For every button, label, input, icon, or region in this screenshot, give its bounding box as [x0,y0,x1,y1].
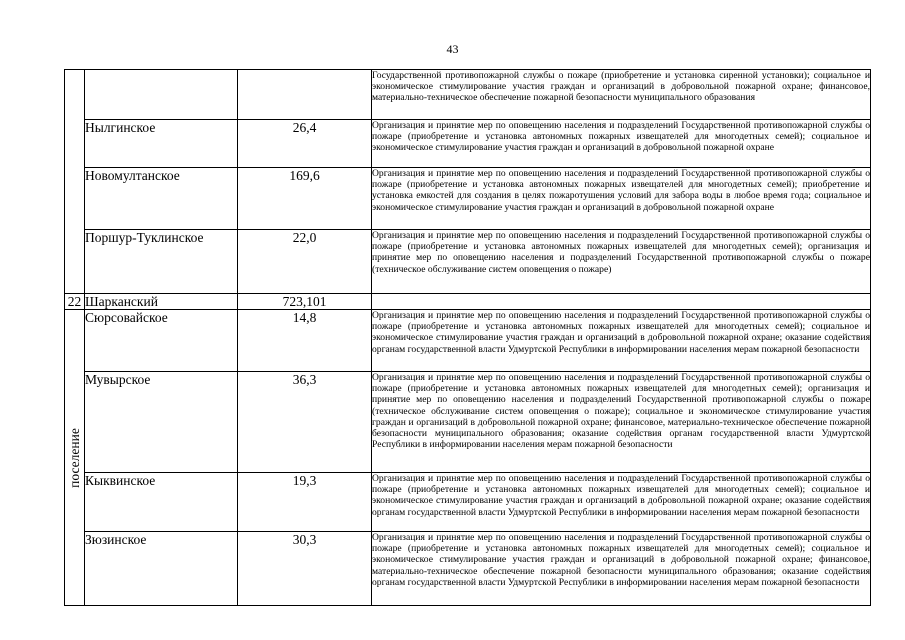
table-row [65,70,871,120]
table-row [65,372,871,473]
settlement-value: 22,0 [238,230,372,294]
group-label: поселение [66,427,82,488]
rotated-label-cell [65,70,85,294]
settlement-name: Зюзинское [85,532,238,606]
district-name: Шарканский [85,294,238,310]
district-value: 723,101 [238,294,372,310]
settlement-value: 26,4 [238,120,372,168]
settlement-description: Организация и принятие мер по оповещению населения и подразделений Государственной противопожарной службы о пожаре (приобретение и установка автономных пожарных извещателей для многодетных семей); социальное и экономическое стимулирование участия граждан и организаций в добровольной пожарной охране; оказание содействия органам государственной власти Удмуртской Республики в информировании населения мерам пожарной безопасности [372,310,871,372]
settlement-name: Нылгинское [85,120,238,168]
group-label-cell [65,310,85,606]
table-row [65,532,871,606]
settlement-value: 36,3 [238,372,372,473]
settlement-value: 30,3 [238,532,372,606]
settlement-value [238,70,372,120]
district-description [372,294,871,310]
district-row [65,294,871,310]
settlement-value: 19,3 [238,473,372,532]
settlement-name: Новомултанское [85,168,238,230]
table-row [65,473,871,532]
settlement-description: Организация и принятие мер по оповещению населения и подразделений Государственной противопожарной службы о пожаре (приобретение и установка автономных пожарных извещателей для многодетных семей); социальное и экономическое стимулирование участия граждан и организаций в добровольной пожарной охране; оказание содействия органам государственной власти Удмуртской Республики в информировании населения мерам пожарной безопасности [372,473,871,532]
settlement-name: Кыквинское [85,473,238,532]
settlements-table [64,69,871,606]
settlement-name: Сюрсовайское [85,310,238,372]
settlement-name: Мувырское [85,372,238,473]
settlement-name [85,70,238,120]
table-row [65,120,871,168]
settlement-description: Организация и принятие мер по оповещению населения и подразделений Государственной противопожарной службы о пожаре (приобретение и установка автономных пожарных извещателей для многодетных семей); организация и принятие мер по оповещению населения и подразделений Государственной противопожарной службы о пожаре (техническое обслуживание систем оповещения о пожаре); социальное и экономическое стимулирование участия граждан и организаций в добровольной пожарной охране; финансовое, материально-техническое обеспечение пожарной безопасности муниципального образования; оказание содействия органам государственной власти Удмуртской Республики в информировании населения мерам пожарной безопасности [372,372,871,473]
settlement-description: Государственной противопожарной службы о пожаре (приобретение и установка сиренной установки); социальное и экономическое стимулирование участия граждан и организаций в добровольной пожарной охране; финансовое, материально-техническое обеспечение пожарной безопасности муниципального образования [372,70,871,120]
settlement-description: Организация и принятие мер по оповещению населения и подразделений Государственной противопожарной службы о пожаре (приобретение и установка автономных пожарных извещателей для многодетных семей); организация и принятие мер по оповещению населения и подразделений Государственной противопожарной службы о пожаре (техническое обслуживание систем оповещения о пожаре) [372,230,871,294]
settlement-name: Поршур-Туклинское [85,230,238,294]
page-number: 43 [446,42,459,56]
settlement-value: 169,6 [238,168,372,230]
table-row [65,230,871,294]
settlement-description: Организация и принятие мер по оповещению населения и подразделений Государственной противопожарной службы о пожаре (приобретение и установка автономных пожарных извещателей для многодетных семей); социальное и экономическое стимулирование участия граждан и организаций в добровольной пожарной охране; финансовое, материально-техническое обеспечение пожарной безопасности муниципального образования; оказание содействия органам государственной власти Удмуртской Республики в информировании населения мерам пожарной безопасности [372,532,871,606]
settlement-description: Организация и принятие мер по оповещению населения и подразделений Государственной противопожарной службы о пожаре (приобретение и установка автономных пожарных извещателей для многодетных семей); социальное и экономическое стимулирование участия граждан и организаций в добровольной пожарной охране [372,120,871,168]
district-number: 22 [65,294,85,310]
table-row [65,168,871,230]
table-row [65,310,871,372]
settlement-description: Организация и принятие мер по оповещению населения и подразделений Государственной противопожарной службы о пожаре (приобретение и установка автономных пожарных извещателей для многодетных семей); приобретение и установка емкостей для создания в целях пожаротушения условий для забора воды в любое время года; социальное и экономическое стимулирование участия граждан и организаций в добровольной пожарной охране [372,168,871,230]
settlement-value: 14,8 [238,310,372,372]
